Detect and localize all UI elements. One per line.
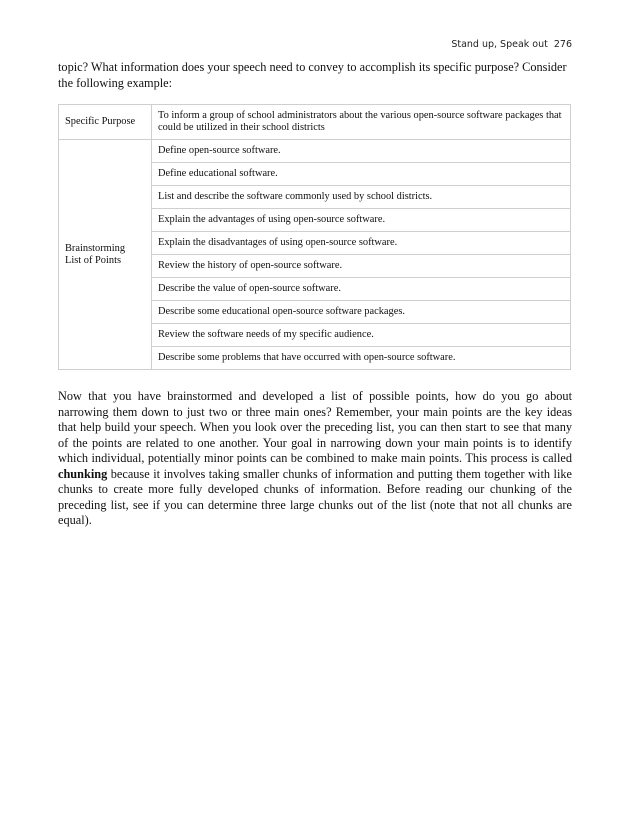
intro-paragraph: topic? What information does your speech need to convey to accomplish its specific purpose? Consider the following example: bbox=[58, 60, 567, 90]
purpose-label: Specific Purpose bbox=[59, 105, 152, 140]
point-item: Explain the advantages of using open-source software. bbox=[152, 209, 571, 232]
book-title: Stand up, Speak out bbox=[451, 39, 548, 50]
purpose-text: To inform a group of school administrators about the various open-source software packages that could be utilized in their school districts bbox=[152, 105, 571, 140]
brainstorm-label bbox=[59, 140, 152, 370]
speech-example-table bbox=[58, 104, 571, 370]
body-paragraph bbox=[58, 389, 572, 529]
running-header bbox=[451, 39, 572, 50]
point-item: Describe the value of open-source software. bbox=[152, 278, 571, 301]
body-text-end: because it involves taking smaller chunks of information and putting them together with like chunks to create more fully developed chunks of information. Before reading our chunking of the preceding list, see if you can determine three large chunks out of the list (note that not all chunks are equal). bbox=[58, 466, 572, 527]
point-item: List and describe the software commonly used by school districts. bbox=[152, 186, 571, 209]
table-row bbox=[59, 140, 571, 163]
brainstorm-label-line1: Brainstorming bbox=[65, 242, 126, 254]
point-item: Explain the disadvantages of using open-source software. bbox=[152, 232, 571, 255]
point-item: Define educational software. bbox=[152, 163, 571, 186]
purpose-row bbox=[59, 105, 571, 140]
point-item: Define open-source software. bbox=[152, 140, 571, 163]
chunking-term: chunking bbox=[58, 466, 108, 481]
page-number: 276 bbox=[553, 39, 572, 50]
body-text-start: Now that you have brainstormed and developed a list of possible points, how do you go about narrowing them down to just two or three main ones? Remember, your main points are the key ideas that help build your speech. When you look over the preceding list, you can then start to see that many of the points are related to one another. Your goal in narrowing down your main points is to identify which individual, potentially minor points can be combined to make main points. This process is called bbox=[58, 389, 572, 465]
point-item: Review the software needs of my specific audience. bbox=[152, 324, 571, 347]
brainstorm-label-line2: List of Points bbox=[65, 254, 122, 266]
point-item: Describe some problems that have occurred with open-source software. bbox=[152, 347, 571, 370]
point-item: Review the history of open-source software. bbox=[152, 255, 571, 278]
point-item: Describe some educational open-source software packages. bbox=[152, 301, 571, 324]
